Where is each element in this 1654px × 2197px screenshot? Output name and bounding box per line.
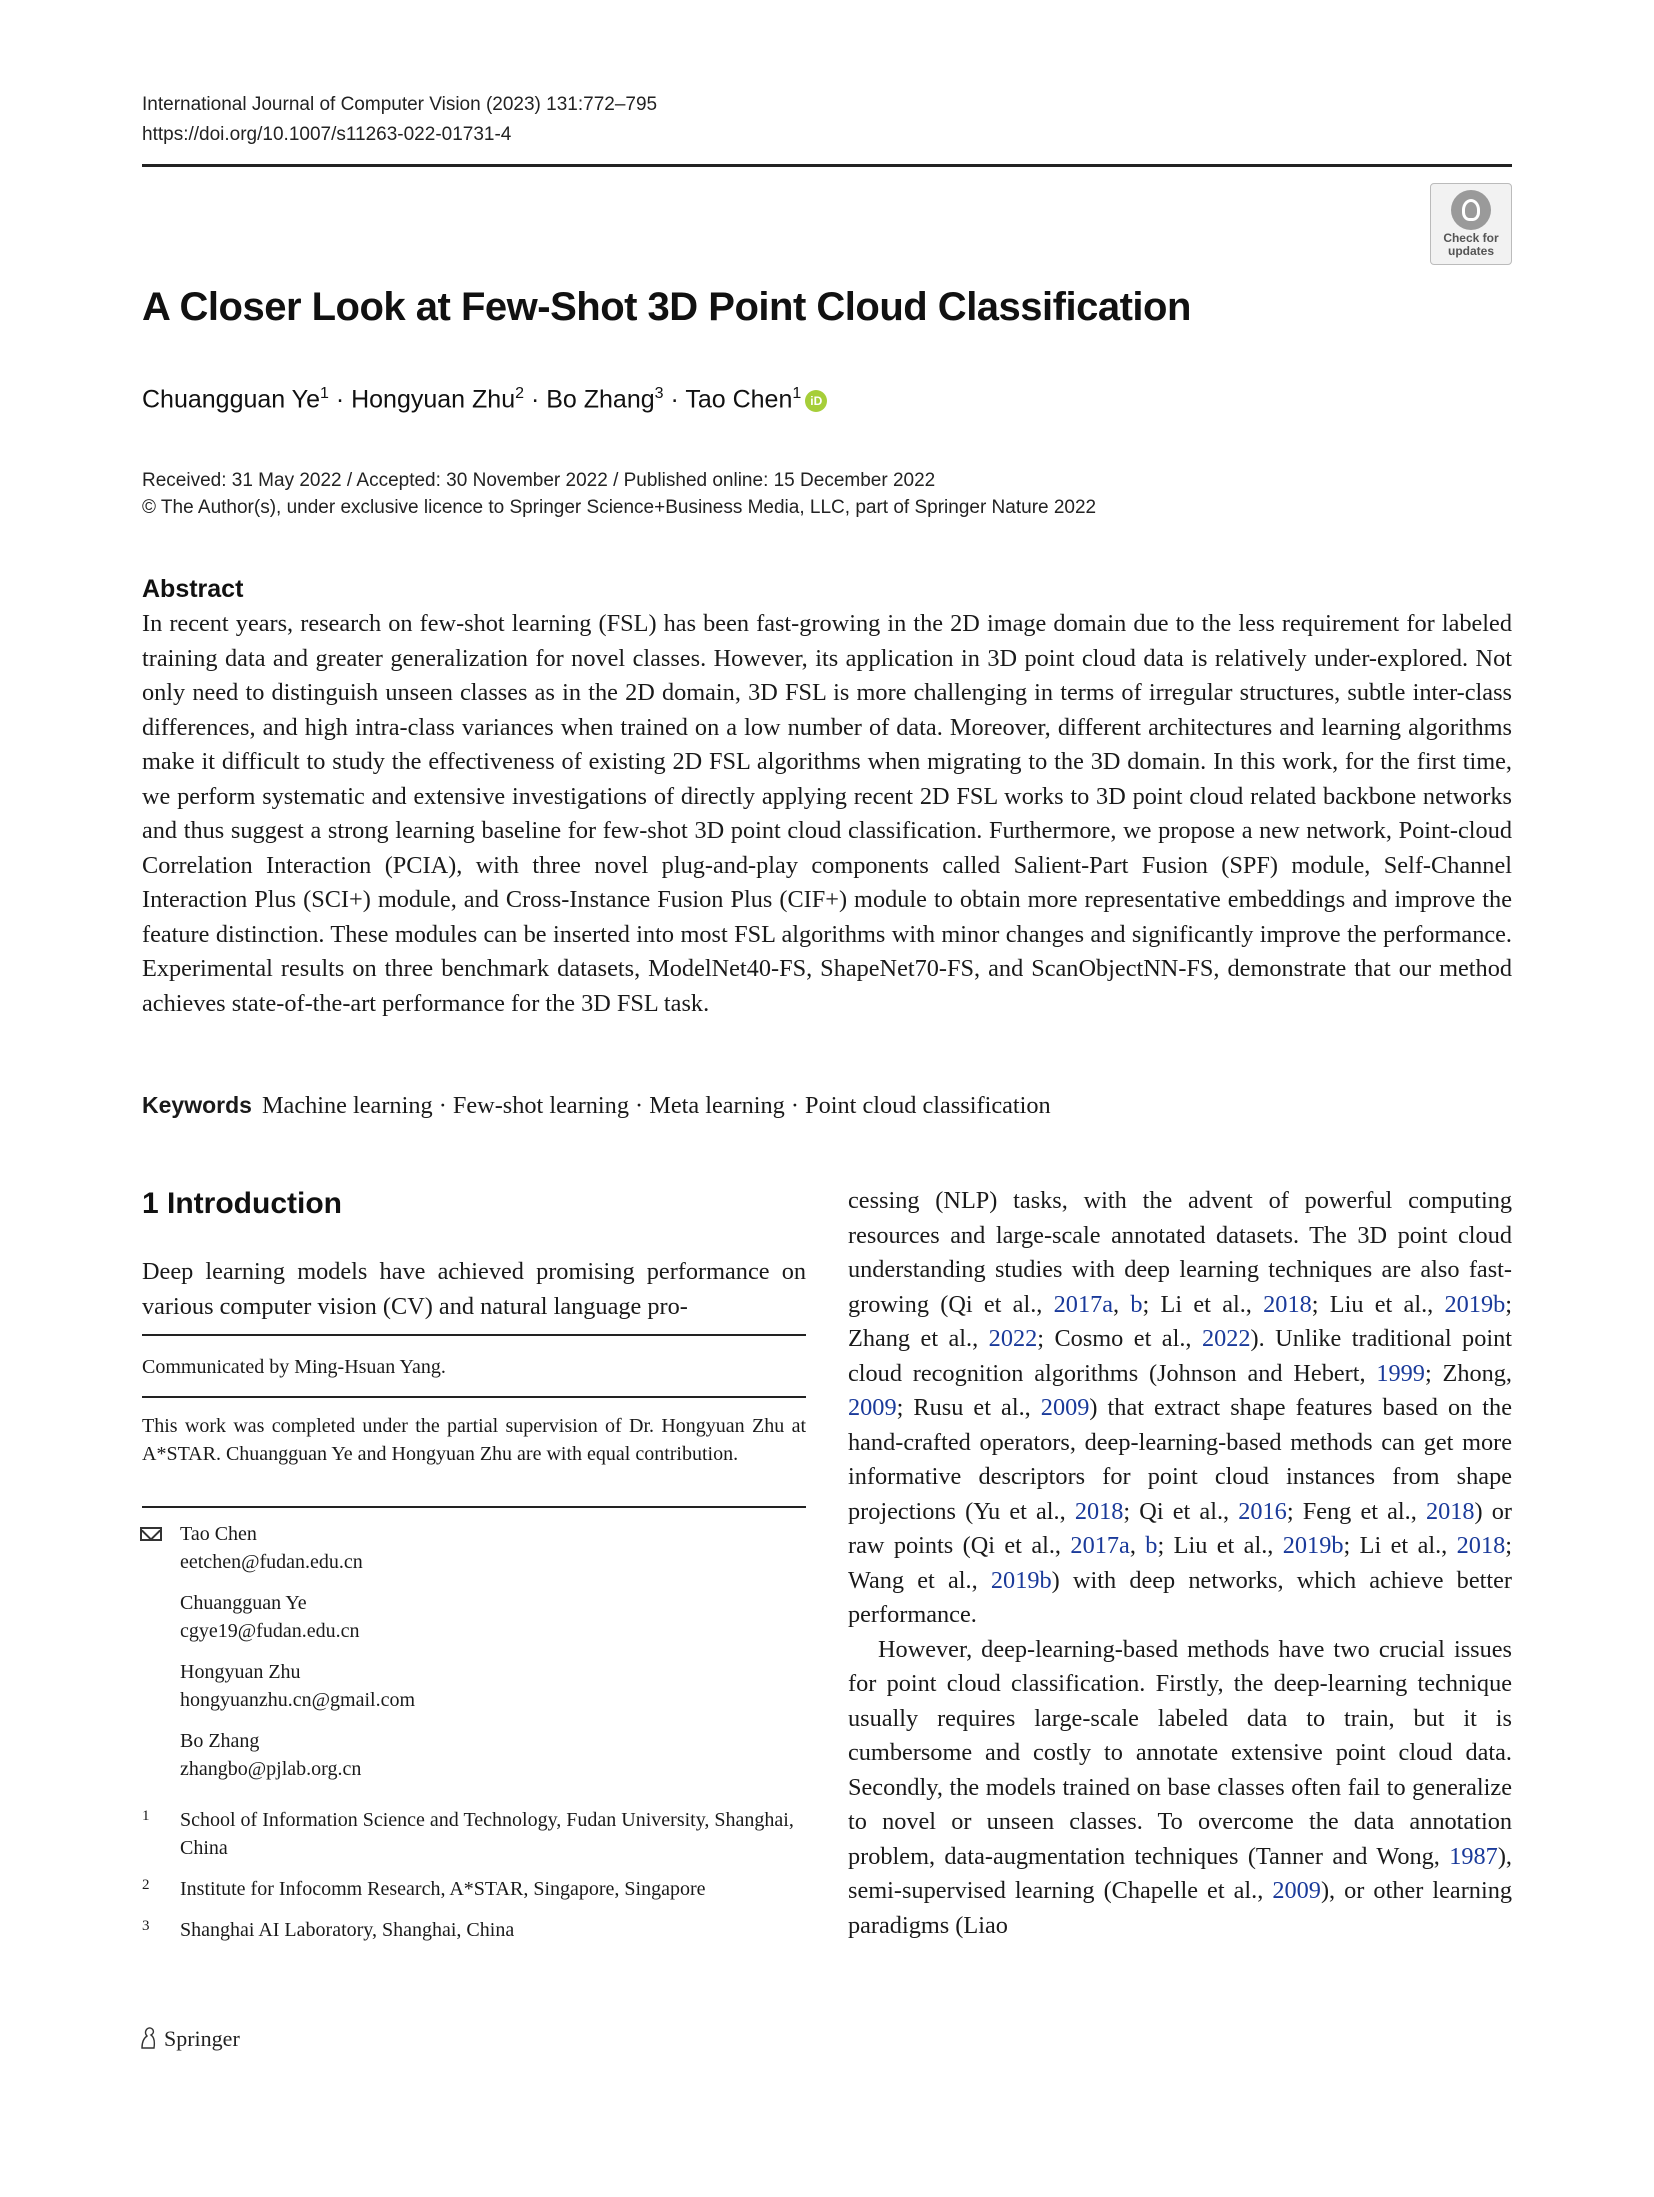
citation-link[interactable]: 2022 — [1201, 1325, 1251, 1352]
text-run: , — [1113, 1290, 1131, 1318]
text-run: ; Qi et al., — [1123, 1497, 1239, 1525]
citation-link[interactable]: 2018 — [1456, 1532, 1506, 1559]
citation-link[interactable]: 2019b — [1444, 1290, 1506, 1318]
doi-link[interactable]: https://doi.org/10.1007/s11263-022-01731-4 — [142, 124, 512, 145]
text-run: ; Zhang et al., — [848, 1290, 1513, 1352]
text-run: ), semi-supervised learning (Chapelle et al., — [848, 1842, 1512, 1904]
contact-email[interactable]: hongyuanzhu.cn@gmail.com — [180, 1689, 416, 1711]
footnote-rule — [142, 1506, 806, 1508]
communicated-by: Communicated by Ming-Hsuan Yang. — [142, 1356, 446, 1378]
citation-link[interactable]: 2016 — [1238, 1497, 1287, 1525]
contact-name: Chuangguan Ye — [180, 1592, 307, 1614]
affiliation-number: 1 — [142, 1808, 150, 1824]
paper-title: A Closer Look at Few-Shot 3D Point Cloud Classification — [142, 285, 1191, 329]
citation-link[interactable]: 2019b — [990, 1566, 1052, 1594]
section-heading-introduction: 1 Introduction — [142, 1187, 342, 1220]
contact-list — [180, 1520, 800, 1796]
text-run: ; Feng et al., — [1286, 1497, 1426, 1525]
affiliation-number: 2 — [142, 1877, 150, 1893]
citation-link[interactable]: 2018 — [1425, 1497, 1475, 1525]
affiliation-text: School of Information Science and Technology, Fudan University, Shanghai, China — [180, 1809, 794, 1859]
abstract-heading: Abstract — [142, 575, 244, 603]
citation-link[interactable]: 2009 — [1040, 1394, 1090, 1421]
affiliation-text: Institute for Infocomm Research, A*STAR, Singapore, Singapore — [180, 1878, 706, 1900]
contact-entry — [180, 1658, 800, 1714]
keywords-text: Machine learning · Few-shot learning · Meta learning · Point cloud classification — [261, 1092, 1051, 1119]
contact-email[interactable]: eetchen@fudan.edu.cn — [180, 1551, 363, 1573]
affiliation-text: Shanghai AI Laboratory, Shanghai, China — [180, 1919, 515, 1941]
intro-paragraph — [848, 1633, 1512, 1944]
citation-link[interactable]: 2019b — [1282, 1532, 1344, 1559]
author-affiliation-mark: 2 — [515, 385, 525, 402]
right-column — [848, 1184, 1512, 1943]
text-run: ; Wang et al., — [848, 1532, 1513, 1594]
abstract-text: In recent years, research on few-shot learning (FSL) has been fast-growing in the 2D image domain due to the less requirement for labeled training data and greater generalization for novel classes. However, its application in 3D point cloud data is relatively under-explored. Not only need to distinguish unseen classes as in the 2D domain, 3D FSL is more challenging in terms of irregular structures, subtle inter-class differences, and high intra-class variances when trained on a low number of data. Moreover, different architectures and learning algorithms make it difficult to study the effectiveness of existing 2D FSL algorithms when migrating to the 3D domain. In this work, for the first time, we perform systematic and extensive investigations of directly applying recent 2D FSL works to 3D point cloud related backbone networks and thus suggest a strong learning baseline for few-shot 3D point cloud classification. Furthermore, we propose a new network, Point-cloud Correlation Interaction (PCIA), with three novel plug-and-play components called Salient-Part Fusion (SPF) module, Self-Channel Interaction Plus (SCI+) module, and Cross-Instance Fusion Plus (CIF+) module to obtain more representative embeddings and improve the feature distinction. These modules can be inserted into most FSL algorithms with minor changes and significantly improve the performance. Experimental results on three benchmark datasets, ModelNet40-FS, ShapeNet70-FS, and ScanObjectNN-FS, demonstrate that our method achieves state-of-the-art performance for the 3D FSL task. — [142, 610, 1512, 1017]
journal-line: International Journal of Computer Vision (2023) 131:772–795 — [142, 94, 658, 115]
intro-paragraph — [848, 1184, 1512, 1633]
author-affiliation-mark: 3 — [654, 385, 664, 402]
author-name: Tao Chen — [685, 385, 793, 414]
citation-link[interactable]: 2017a — [1053, 1290, 1114, 1318]
crossmark-icon — [1451, 190, 1491, 230]
citation-link[interactable]: 2017a — [1070, 1532, 1130, 1559]
contact-entry — [180, 1727, 800, 1783]
envelope-icon — [140, 1527, 162, 1541]
text-run: ; Li et al., — [1343, 1532, 1457, 1559]
text-run: ) or raw points (Qi et al., — [848, 1497, 1512, 1559]
contact-name: Tao Chen — [180, 1523, 257, 1545]
citation-link[interactable]: 1987 — [1449, 1842, 1498, 1870]
text-run: ). Unlike traditional point cloud recognition algorithms (Johnson and Hebert, — [848, 1325, 1513, 1387]
contact-name: Bo Zhang — [180, 1730, 260, 1752]
journal-header — [142, 90, 657, 150]
text-run: , — [1129, 1532, 1146, 1559]
author-separator: · — [328, 385, 352, 414]
copyright-line: © The Author(s), under exclusive licence to Springer Science+Business Media, LLC, part of Springer Nature 2022 — [142, 497, 1097, 518]
keywords — [142, 1092, 1051, 1120]
author-affiliation-mark: 1 — [792, 385, 802, 402]
text-run: ; Li et al., — [1142, 1290, 1264, 1318]
affiliation-entry — [142, 1875, 806, 1903]
citation-link[interactable]: b — [1130, 1290, 1143, 1318]
citation-link[interactable]: 1999 — [1376, 1359, 1425, 1387]
text-run: ), or other learning paradigms (Liao — [848, 1877, 1512, 1939]
author-separator: · — [663, 385, 686, 414]
contact-entry — [180, 1520, 800, 1576]
text-run: ) with deep networks, which achieve better performance. — [848, 1566, 1512, 1628]
publisher-name: Springer — [164, 2026, 240, 2051]
text-run: ; Cosmo et al., — [1037, 1325, 1202, 1352]
publisher-footer — [138, 2026, 240, 2052]
publication-dates: Received: 31 May 2022 / Accepted: 30 November 2022 / Published online: 15 December 2022 — [142, 470, 936, 491]
check-for-updates-badge[interactable] — [1430, 183, 1512, 265]
equal-contribution-note: This work was completed under the partial supervision of Dr. Hongyuan Zhu at A*STAR. Chuangguan Ye and Hongyuan Zhu are with equal contribution. — [142, 1415, 806, 1465]
text-run: cessing (NLP) tasks, with the advent of powerful computing resources and large-scale annotated datasets. The 3D point cloud understanding studies with deep learning techniques are also fast-growing (Qi et al., — [848, 1187, 1512, 1318]
footnote-rule — [142, 1396, 806, 1398]
author-affiliation-mark: 1 — [319, 385, 329, 402]
citation-link[interactable]: 2009 — [848, 1394, 897, 1421]
orcid-icon[interactable]: iD — [805, 390, 827, 412]
author-list — [142, 385, 827, 414]
text-run: However, deep-learning-based methods have two crucial issues for point cloud classification. Firstly, the deep-learning technique usually requires large-scale labeled data to train, but it is cumbersome and costly to annotate extensive point cloud data. Secondly, the models trained on base classes often fail to generalize to novel or unseen classes. To overcome the data annotation problem, data-augmentation techniques (Tanner and Wong, — [848, 1635, 1512, 1870]
affiliation-entry — [142, 1806, 806, 1862]
citation-link[interactable]: 2018 — [1263, 1290, 1312, 1318]
badge-line-2: updates — [1447, 244, 1494, 258]
footnote-rule — [142, 1334, 806, 1336]
text-run: ) that extract shape features based on the hand-crafted operators, deep-learning-based methods can get more informative descriptors for point cloud instances from shape projections (Yu et al., — [848, 1394, 1512, 1525]
contact-email[interactable]: cgye19@fudan.edu.cn — [180, 1620, 360, 1642]
citation-link[interactable]: 2022 — [988, 1325, 1038, 1352]
affiliation-entry — [142, 1916, 806, 1944]
intro-left-text: Deep learning models have achieved promising performance on various computer vision (CV) and natural language pro- — [142, 1258, 806, 1320]
badge-line-1: Check for — [1443, 231, 1499, 245]
author-separator: · — [524, 385, 547, 414]
contact-entry — [180, 1589, 800, 1645]
text-run: ; Zhong, — [1424, 1359, 1512, 1387]
publication-info — [142, 467, 1096, 521]
citation-link[interactable]: b — [1145, 1532, 1158, 1559]
affiliation-number: 3 — [142, 1918, 150, 1934]
citation-link[interactable]: 2018 — [1074, 1497, 1124, 1525]
text-run: ; Liu et al., — [1157, 1532, 1283, 1559]
author-name: Bo Zhang — [546, 385, 655, 414]
citation-link[interactable]: 2009 — [1272, 1877, 1321, 1904]
text-run: ; Rusu et al., — [896, 1394, 1041, 1421]
keywords-label: Keywords — [142, 1092, 252, 1118]
contact-email[interactable]: zhangbo@pjlab.org.cn — [180, 1758, 362, 1780]
springer-horse-icon — [138, 2026, 158, 2050]
header-rule — [142, 164, 1512, 167]
author-name: Hongyuan Zhu — [351, 385, 516, 414]
text-run: ; Liu et al., — [1311, 1290, 1445, 1318]
affiliation-list — [142, 1806, 806, 1957]
author-name: Chuangguan Ye — [142, 385, 320, 414]
contact-name: Hongyuan Zhu — [180, 1661, 301, 1683]
